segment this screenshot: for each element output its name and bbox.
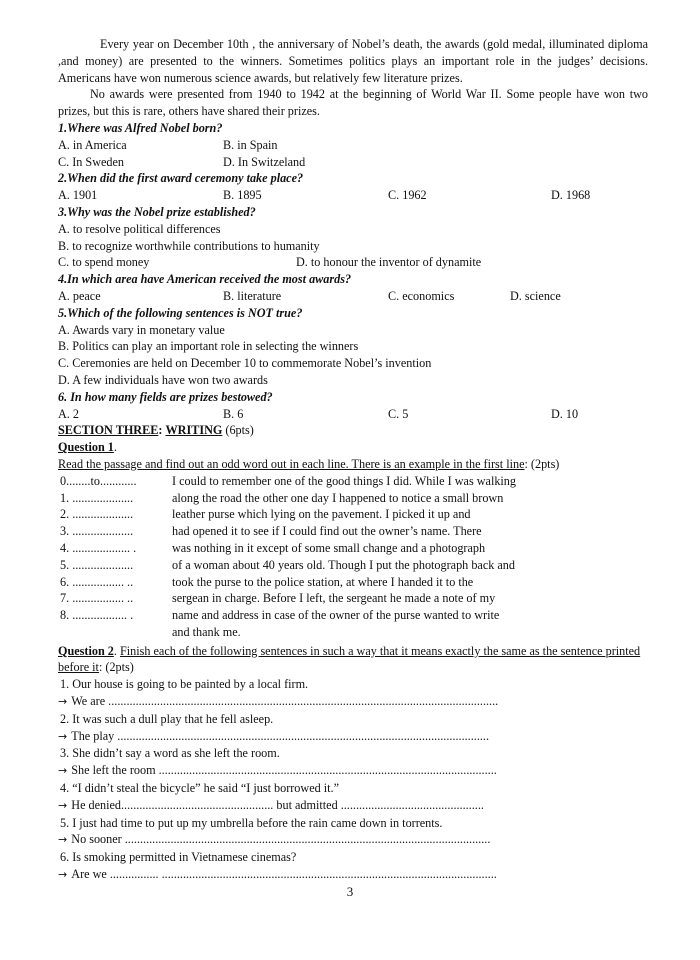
line-text: sergean in charge. Before I left, the sergeant he made a note of my [172,591,496,606]
line-text: along the road the other one day I happened to notice a small brown [172,490,504,505]
line-text: of a woman about 40 years old. Though I put the photograph back and [172,557,515,572]
line-text: had opened it to see if I could find out the owner’s name. There [172,524,482,539]
option[interactable]: C. to spend money [58,255,150,270]
option[interactable]: A. Awards vary in monetary value [58,322,225,337]
original-sentence: 3. She didn’t say a word as she left the room. [60,746,280,761]
options-row [58,254,648,271]
section-subtitle: WRITING [165,423,223,438]
line-text: leather purse which lying on the pavement. I picked it up and [172,507,471,522]
answer-blank [58,624,172,641]
question1-instruction-line [58,456,648,473]
passage-line [58,574,648,591]
options-row [58,288,648,305]
question1-title: Question 1 [58,440,114,455]
options-row [58,137,648,154]
question-stem: 2.When did the first award ceremony take place? [58,171,304,186]
answer-line [58,797,648,815]
reading-paragraph-2: No awards were presented from 1940 to 1942 at the beginning of World War II. Some people have won two prizes, but this is rare, others have shared their prizes. [58,87,648,119]
options-row [58,406,648,423]
option[interactable]: C. 1962 [388,188,427,203]
option[interactable]: D. 1968 [551,188,591,203]
odd-word-passage [58,473,648,641]
arrow-icon: → [58,833,68,847]
option[interactable]: D. A few individuals have won two awards [58,372,268,387]
reading-paragraph-1: Every year on December 10th , the anniversary of Nobel’s death, the awards (gold medal, illuminated diploma ,and money) are presented to the winners. Sometimes politics plays an important role in the judges’ decisions. Americans have won numerous science awards, but relatively few literature prizes. [58,37,648,85]
page-number: 3 [346,884,354,899]
line-text: name and address in case of the owner of the purse wanted to write [172,608,500,623]
passage-line [58,590,648,607]
question-stem: 4.In which area have American received the most awards? [58,272,352,287]
line-text: I could to remember one of the good things I did. While I was walking [172,473,516,488]
answer-field[interactable]: No sooner ........................................................................................................................ [71,832,491,847]
line-text: took the purse to the police station, at where I handed it to the [172,574,474,589]
section-heading [58,422,648,439]
option[interactable]: A. peace [58,288,101,303]
original-sentence: 1. Our house is going to be painted by a local firm. [60,677,309,692]
arrow-icon: → [58,868,68,882]
original-sentence: 5. I just had time to put up my umbrella before the rain came down in torrents. [60,815,443,830]
answer-line [58,831,648,849]
original-sentence: 2. It was such a dull play that he fell asleep. [60,711,274,726]
option[interactable]: B. 6 [223,406,244,421]
options-row [58,187,648,204]
answer-blank[interactable]: 8. .................. . [60,608,134,623]
answer-line [58,866,648,884]
option[interactable]: D. 10 [551,406,579,421]
option[interactable]: B. Politics can play an important role in selecting the winners [58,339,359,354]
answer-blank[interactable]: 1. .................... [60,490,134,505]
option[interactable]: B. to recognize worthwhile contributions to humanity [58,238,320,253]
passage-line [58,473,648,490]
answer-field[interactable]: He denied.................................................. but admitted ............................................... [71,797,484,812]
transformation-items [58,676,648,884]
question2-title: Question 2 [58,643,114,658]
passage-line [58,624,648,641]
original-sentence: 6. Is smoking permitted in Vietnamese cinemas? [60,850,297,865]
passage-line [58,557,648,574]
question2-instruction: Finish each of the following sentences in such a way that it means exactly the same as the sentence printed before it [58,643,641,675]
original-sentence: 4. “I didn’t steal the bicycle” he said “I just borrowed it.” [60,781,339,796]
question1-points: : (2pts) [524,456,560,471]
answer-blank[interactable]: 6. ................. .. [60,574,134,589]
option[interactable]: C. economics [388,288,455,303]
passage-line [58,607,648,624]
answer-field[interactable]: Are we ................ .............................................................................................................. [71,867,497,882]
answer-blank[interactable]: 7. ................. .. [60,591,134,606]
answer-blank[interactable]: 3. .................... [60,524,134,539]
arrow-icon: → [58,729,68,743]
option[interactable]: C. In Sweden [58,154,125,169]
question1-dot: . [113,440,117,455]
answer-line [58,728,648,746]
worksheet-page [58,36,648,884]
answer-field[interactable]: She left the room ............................................................................................................... [71,763,497,778]
line-text: was nothing in it except of some small change and a photograph [172,540,486,555]
option[interactable]: D. science [510,288,561,303]
answer-field[interactable]: The play .......................................................................................................................... [71,728,490,743]
answer-blank[interactable]: 4. ................... . [60,540,137,555]
answer-line [58,693,648,711]
option[interactable]: B. literature [223,288,282,303]
question-stem: 3.Why was the Nobel prize established? [58,204,256,219]
arrow-icon: → [58,764,68,778]
passage-line [58,540,648,557]
answer-blank[interactable]: 0........to............ [60,473,137,488]
option[interactable]: D. In Switzeland [223,154,306,169]
line-text: and thank me. [172,624,241,639]
question-stem: 6. In how many fields are prizes bestowed? [58,389,273,404]
question1-instruction: Read the passage and find out an odd word out in each line. There is an example in the first line [58,456,525,471]
option[interactable]: A. to resolve political differences [58,221,221,236]
arrow-icon: → [58,695,68,709]
option[interactable]: A. 1901 [58,188,98,203]
options-row [58,154,648,171]
section-points: (6pts) [225,423,254,438]
answer-blank[interactable]: 2. .................... [60,507,134,522]
option[interactable]: C. Ceremonies are held on December 10 to commemorate Nobel’s invention [58,356,432,371]
question-stem: 5.Which of the following sentences is NOT true? [58,305,303,320]
passage-line [58,506,648,523]
passage-line [58,523,648,540]
option[interactable]: A. in America [58,137,127,152]
section-colon: : [158,423,163,438]
option[interactable]: B. 1895 [223,188,262,203]
answer-blank[interactable]: 5. .................... [60,557,134,572]
section-title: SECTION THREE [58,423,159,438]
question2-points: : (2pts) [98,660,134,675]
option[interactable]: B. in Spain [223,137,278,152]
passage-line [58,490,648,507]
option[interactable]: A. 2 [58,406,79,421]
question1-heading [58,439,648,456]
arrow-icon: → [58,798,68,812]
option[interactable]: C. 5 [388,406,409,421]
question2-heading-line [58,643,648,677]
answer-field[interactable]: We are ................................................................................................................................ [71,694,499,709]
question2-dot: . [113,643,117,658]
question-stem: 1.Where was Alfred Nobel born? [58,120,223,135]
option[interactable]: D. to honour the inventor of dynamite [296,255,482,270]
answer-line [58,762,648,780]
